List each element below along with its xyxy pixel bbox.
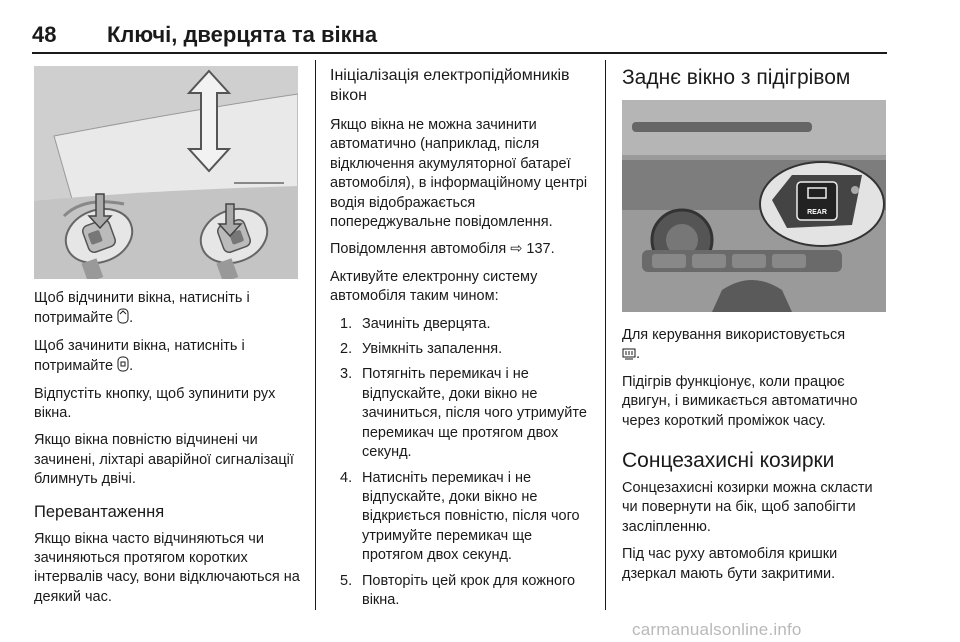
steps-list	[330, 315, 592, 611]
column-3-text	[622, 326, 887, 592]
page-number: 48	[32, 22, 57, 47]
column-1	[34, 289, 302, 615]
list-item: 4. Натисніть перемикач і не відпускайте, доки вікно не відкриється повністю, після чого утримуйте перемикач ще протягом двох секунд.	[340, 469, 580, 564]
list-item: 2. Увімкніть запалення.	[340, 341, 503, 358]
paragraph-activate: Активуйте електронну систему автомобіля таким чином:	[330, 268, 538, 305]
paragraph-overload: Якщо вікна часто відчиняються чи зачиняються протягом коротких інтервалів часу, вони відключаються на деякий час.	[34, 530, 300, 605]
paragraph-sun: Сонцезахисні козирки можна скласти чи повернути на бік, щоб запобігти засліпленню.	[622, 480, 873, 535]
column-divider	[315, 60, 316, 610]
key-unlock-icon	[117, 308, 129, 324]
paragraph-release: Відпустіть кнопку, щоб зупинити рух вікна.	[34, 385, 276, 422]
sun-visors-heading: Сонцезахисні козирки	[622, 449, 835, 473]
paragraph-messages: Повідомлення автомобіля ⇨ 137.	[330, 241, 555, 258]
paragraph-mirror: Під час руху автомобіля кришки дзеркал мають бути закритими.	[622, 546, 838, 582]
init-heading: Ініціалізація електропідйомників вікон	[330, 67, 570, 104]
paragraph-hazard: Якщо вікна повністю відчинені чи зачинені, ліхтарі аварійної сигналізації блимнуть двічі.	[34, 432, 294, 488]
column-2	[330, 66, 592, 616]
paragraph-init: Якщо вікна не можна зачинити автоматично (наприклад, після відключення акумуляторної батареї автомобіля), в інформаційному центрі водія відображається попереджувальне повідомлення.	[330, 117, 588, 231]
column-divider	[605, 60, 606, 610]
rear-defrost-icon	[622, 348, 636, 360]
rear-button-label: REAR	[807, 209, 827, 216]
page-title: Ключі, дверцята та вікна	[107, 22, 378, 47]
xref-page-link[interactable]: 137.	[526, 241, 555, 258]
list-item: 3. Потягніть перемикач і не відпускайте, доки вікно не зачиниться, після чого утримуйте перемикач ще протягом двох секунд.	[340, 366, 587, 461]
column-3	[622, 66, 887, 100]
list-item: 5. Повторіть цей крок для кожного вікна.	[340, 572, 576, 608]
paragraph-open: Щоб відчинити вікна, натисніть і потримайте .	[34, 290, 250, 327]
xref-arrow-icon: ⇨	[510, 241, 523, 258]
page-header	[32, 22, 887, 52]
paragraph-works: Підігрів функціонує, коли працює двигун, і вимикається автоматично через короткий проміжок часу.	[622, 373, 858, 429]
key-lock-icon	[117, 356, 129, 372]
paragraph-close: Щоб зачинити вікна, натисніть і потримайте .	[34, 337, 245, 375]
overload-heading: Перевантаження	[34, 502, 165, 521]
center-console-illustration	[622, 100, 886, 312]
rear-heater-figure	[622, 100, 886, 312]
car-window-illustration	[34, 66, 298, 279]
header-rule	[32, 52, 887, 54]
paragraph-operated: Для керування використовується .	[622, 327, 846, 363]
watermark: carmanualsonline.info	[632, 620, 802, 639]
rear-window-heading: Заднє вікно з підігрівом	[622, 66, 851, 89]
list-item: 1. Зачиніть дверцята.	[340, 315, 491, 332]
window-remote-figure	[34, 66, 298, 279]
